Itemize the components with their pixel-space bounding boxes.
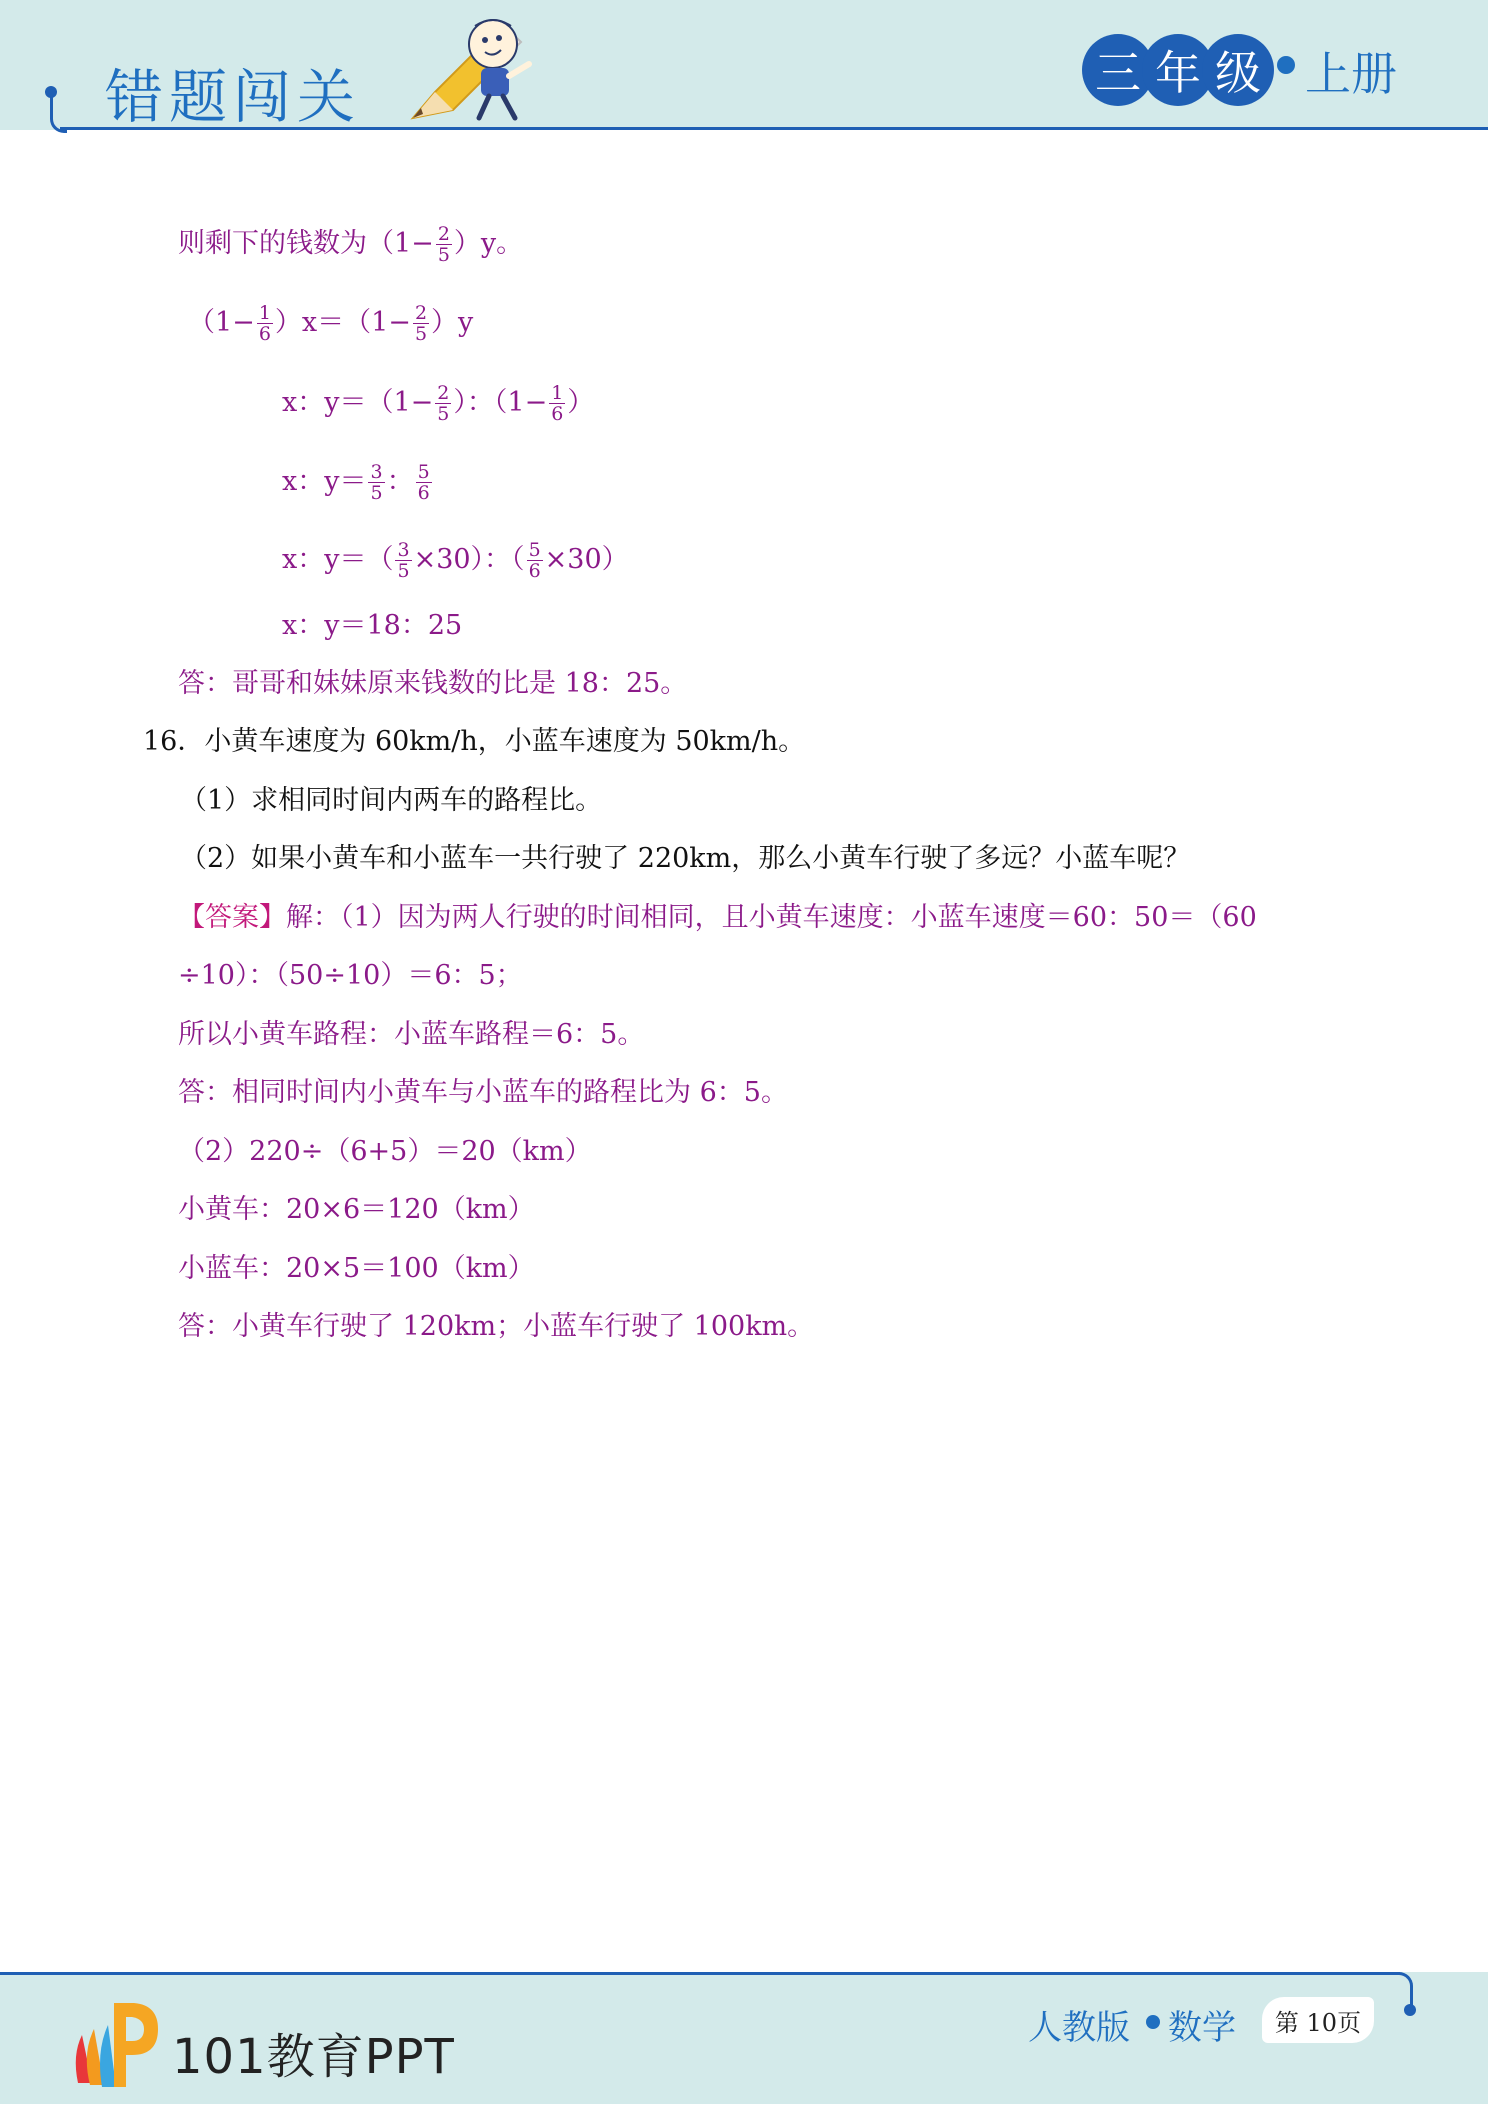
footer-hook-dot bbox=[1404, 2004, 1416, 2016]
solution-line-3: x：y＝（1− $\frac{2}{5}$ ）：（1− $\frac{1}{6}$ ） bbox=[282, 382, 595, 425]
fraction: $\frac{3}{5}$ bbox=[370, 461, 383, 504]
answer-line-15: 答：哥哥和妹妹原来钱数的比是 18：25。 bbox=[178, 668, 688, 699]
solution-line-1: 则剩下的钱数为（1− $\frac{2}{5}$ ）y。 bbox=[178, 223, 524, 266]
solution-line-4: x：y＝ $\frac{3}{5}$ ： $\frac{5}{6}$ bbox=[282, 461, 430, 504]
footer-logo-text: 101教育PPT bbox=[172, 2029, 455, 2085]
answer-16-line-1: 【答案】解：（1）因为两人行驶的时间相同，且小黄车速度：小蓝车速度＝60：50＝（60 bbox=[178, 902, 1257, 933]
answer-16-line-4: 答：相同时间内小黄车与小蓝车的路程比为 6：5。 bbox=[178, 1077, 788, 1108]
grade-char-1: 三 bbox=[1082, 34, 1154, 106]
header-hook-dot bbox=[45, 86, 57, 98]
header-hook-decoration bbox=[50, 92, 67, 133]
fraction: $\frac{5}{6}$ bbox=[528, 539, 541, 582]
grade-char-3: 级 bbox=[1202, 34, 1274, 106]
answer-16-line-5: （2）220÷（6+5）＝20（km） bbox=[178, 1136, 592, 1167]
edition-separator-dot bbox=[1146, 2015, 1160, 2029]
answer-16-line-8: 答：小黄车行驶了 120km；小蓝车行驶了 100km。 bbox=[178, 1311, 815, 1342]
fraction: $\frac{2}{5}$ bbox=[437, 382, 450, 425]
fraction: $\frac{1}{6}$ bbox=[258, 302, 271, 345]
pencil-mascot-icon bbox=[405, 14, 545, 126]
header-title: 错题闯关 bbox=[105, 63, 362, 131]
fraction: $\frac{1}{6}$ bbox=[551, 382, 564, 425]
answer-16-line-7: 小蓝车：20×5＝100（km） bbox=[178, 1253, 535, 1284]
footer-rule bbox=[0, 1972, 1400, 1975]
page-number: 第 10页 bbox=[1262, 1997, 1374, 2043]
question-16-part-1: （1）求相同时间内两车的路程比。 bbox=[180, 785, 603, 816]
subject-label: 数学 bbox=[1168, 2008, 1236, 2048]
question-16-part-2: （2）如果小黄车和小蓝车一共行驶了 220km，那么小黄车行驶了多远？小蓝车呢？ bbox=[180, 843, 1191, 874]
fraction: $\frac{3}{5}$ bbox=[397, 539, 410, 582]
fraction: $\frac{2}{5}$ bbox=[437, 223, 450, 266]
answer-16-line-3: 所以小黄车路程：小蓝车路程＝6：5。 bbox=[178, 1019, 645, 1050]
edition-label: 人教版 bbox=[1028, 2008, 1130, 2048]
fraction: $\frac{2}{5}$ bbox=[414, 302, 428, 345]
solution-line-5: x：y＝（ $\frac{3}{5}$ ×30）：（ $\frac{5}{6}$ ×30） bbox=[282, 539, 629, 582]
fraction: $\frac{5}{6}$ bbox=[417, 461, 430, 504]
answer-16-line-2: ÷10）：（50÷10）＝6：5； bbox=[178, 960, 523, 991]
solution-line-2: （1− $\frac{1}{6}$ ）x＝（1− $\frac{2}{5}$ ）y bbox=[188, 302, 474, 345]
grade-char-2: 年 bbox=[1142, 34, 1214, 106]
solution-line-6: x：y＝18：25 bbox=[282, 610, 463, 641]
volume-label: 上册 bbox=[1305, 47, 1397, 101]
101-logo-icon bbox=[68, 1995, 160, 2091]
grade-separator-dot bbox=[1277, 56, 1295, 74]
question-16: 16．小黄车速度为 60km/h，小蓝车速度为 50km/h。 bbox=[143, 726, 806, 757]
answer-16-line-6: 小黄车：20×6＝120（km） bbox=[178, 1194, 535, 1225]
answer-tag: 【答案】 bbox=[178, 902, 286, 933]
